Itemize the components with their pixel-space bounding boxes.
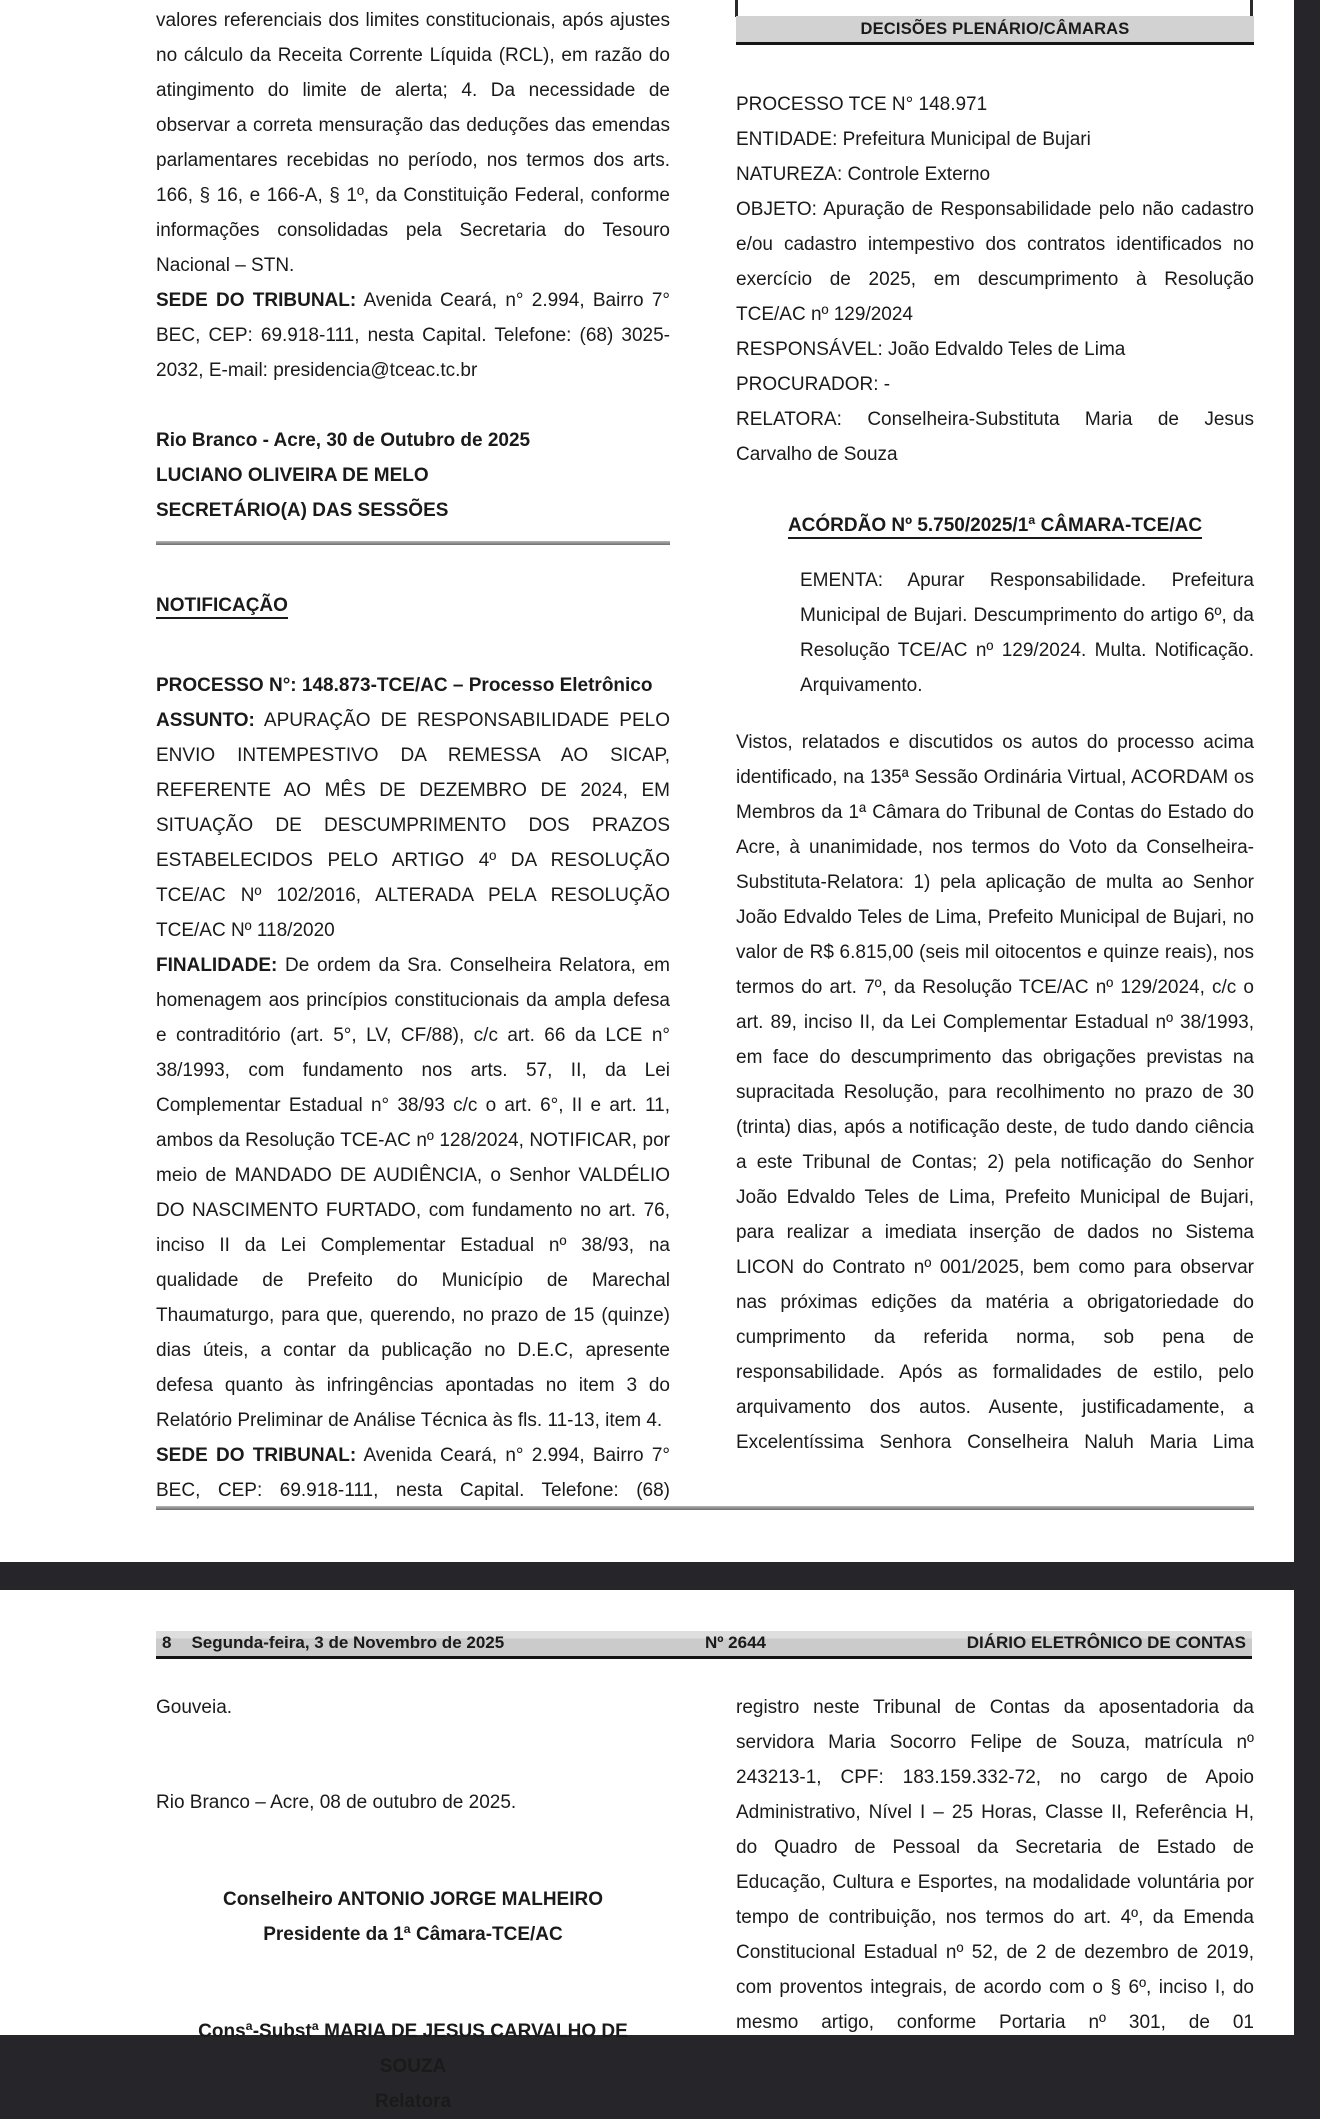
procurador-line: PROCURADOR: - xyxy=(736,374,891,395)
notice-section-title xyxy=(156,588,670,623)
secretary-name: LUCIANO OLIVEIRA DE MELO xyxy=(156,465,429,486)
page2-running-header xyxy=(156,1631,1252,1659)
sede-tribunal-label: SEDE DO TRIBUNAL: xyxy=(156,290,357,311)
sede-tribunal-2-text: Avenida Ceará, n° 2.994, Bairro 7° BEC, CEP: 69.918-111, nesta Capital. Telefone: (68) xyxy=(156,1445,670,1501)
paragraph-continuation: valores referenciais dos limites constitucionais, após ajustes no cálculo da Receita Corrente Líquida (RCL), em razão do atingimento do limite de alerta; 4. Da necessidade de observar a correta mensuração das deduções das emendas parlamentares recebidas no período, nos termos dos arts. 166, § 16, e 166-A, § 1º, da Constituição Federal, conforme informações consolidadas pela Secretaria do Tesouro Nacional – STN. xyxy=(156,10,670,276)
assunto-label: ASSUNTO: xyxy=(156,710,255,731)
header-journal-title: DIÁRIO ELETRÔNICO DE CONTAS xyxy=(966,1633,1246,1652)
page2-right-column xyxy=(736,1690,1254,2040)
paragraph-assunto xyxy=(156,703,670,948)
secretary-role: SECRETÁRIO(A) DAS SESSÕES xyxy=(156,500,449,521)
relatora-line: RELATORA: Conselheira-Substituta Maria de Jesus Carvalho de Souza xyxy=(736,409,1254,465)
entidade-line: ENTIDADE: Prefeitura Municipal de Bujari xyxy=(736,129,1091,150)
processo-number-line: PROCESSO N°: 148.873-TCE/AC – Processo Eletrônico xyxy=(156,675,653,696)
acordao-title xyxy=(736,508,1254,543)
paragraph-finalidade xyxy=(156,948,670,1438)
processo-tce-line: PROCESSO TCE N° 148.971 xyxy=(736,94,988,115)
assunto-text: APURAÇÃO DE RESPONSABILIDADE PELO ENVIO INTEMPESTIVO DA REMESSA AO SICAP, REFERENTE AO MÊS DE DEZEMBRO DE 2024, EM SITUAÇÃO DE DESCUMPRIMENTO DOS PRAZOS ESTABELECIDOS PELO ARTIGO 4º DA RESOLUÇÃO TCE/AC Nº 102/2016, ALTERADA PELA RESOLUÇÃO TCE/AC Nº 118/2020 xyxy=(156,710,670,941)
signature-block xyxy=(156,423,670,528)
header-left-group xyxy=(162,1633,504,1653)
natureza-line: NATUREZA: Controle Externo xyxy=(736,164,991,185)
page1-bottom-rule xyxy=(156,1506,1254,1510)
section-banner-decisoes xyxy=(736,16,1254,45)
header-page-number: 8 xyxy=(162,1633,172,1652)
page1-left-column xyxy=(156,3,670,1508)
signature-date-line: Rio Branco - Acre, 30 de Outubro de 2025 xyxy=(156,430,531,451)
ementa-paragraph: EMENTA: Apurar Responsabilidade. Prefeitura Municipal de Bujari. Descumprimento do artigo 6º, da Resolução TCE/AC nº 129/2024. Multa. Notificação. Arquivamento. xyxy=(800,570,1254,696)
relatora-role: Relatora xyxy=(374,2091,452,2112)
section-banner-text: DECISÕES PLENÁRIO/CÂMARAS xyxy=(860,19,1130,38)
section-divider-rule xyxy=(156,541,670,545)
page2-date-line: Rio Branco – Acre, 08 de outubro de 2025. xyxy=(156,1792,517,1813)
paragraph-sede-tribunal xyxy=(156,283,670,388)
sede-tribunal-text: Avenida Ceará, n° 2.994, Bairro 7° BEC, CEP: 69.918-111, nesta Capital. Telefone: (68) 3025-2032, E-mail: presidencia@tceac.tc.br xyxy=(156,290,670,381)
page1-right-column xyxy=(736,0,1254,1460)
objeto-paragraph: OBJETO: Apuração de Responsabilidade pelo não cadastro e/ou cadastro intempestivo dos contratos identificados no exercício de 2025, em descumprimento à Resolução TCE/AC nº 129/2024 xyxy=(736,199,1254,325)
relatora-name-line2: SOUZA xyxy=(379,2056,447,2077)
acordao-title-text: ACÓRDÃO Nº 5.750/2025/1ª CÂMARA-TCE/AC xyxy=(788,515,1202,539)
relatora-name-line1: Consª-Substª MARIA DE JESUS CARVALHO DE xyxy=(198,2021,628,2042)
responsavel-line: RESPONSÁVEL: João Edvaldo Teles de Lima xyxy=(736,339,1126,360)
president-role: Presidente da 1ª Câmara-TCE/AC xyxy=(263,1924,563,1945)
header-edition-number: Nº 2644 xyxy=(704,1633,766,1652)
finalidade-text: De ordem da Sra. Conselheira Relatora, em homenagem aos princípios constitucionais da ampla defesa e contraditório (art. 5°, LV, CF/88), c/c art. 66 da LCE n° 38/1993, com fundamento nos arts. 57, II, da Lei Complementar Estadual n° 38/93 c/c o art. 6°, II e art. 11, ambos da Resolução TCE-AC nº 128/2024, NOTIFICAR, por meio de MANDADO DE AUDIÊNCIA, o Senhor VALDÉLIO DO NASCIMENTO FURTADO, com fundamento no art. 76, inciso II da Lei Complementar Estadual nº 38/93, na qualidade de Prefeito do Município de Marechal Thaumaturgo, para que, querendo, no prazo de 15 (quinze) dias úteis, a contar da publicação no D.E.C, apresente defesa quanto às infringências apontadas no item 3 do Relatório Preliminar de Análise Técnica às fls. 11-13, item 4. xyxy=(156,955,670,1431)
continuation-word: Gouveia. xyxy=(156,1697,233,1718)
header-date: Segunda-feira, 3 de Novembro de 2025 xyxy=(191,1633,505,1652)
notice-title-text: NOTIFICAÇÃO xyxy=(156,595,288,619)
page-separator-band xyxy=(0,1562,1320,1590)
sede-tribunal-2-label: SEDE DO TRIBUNAL: xyxy=(156,1445,357,1466)
paragraph-sede-tribunal-2 xyxy=(156,1438,670,1508)
page-right-margin-backdrop xyxy=(1294,0,1320,2035)
president-name: Conselheiro ANTONIO JORGE MALHEIRO xyxy=(222,1889,604,1910)
vistos-paragraph: Vistos, relatados e discutidos os autos do processo acima identificado, na 135ª Sessão Ordinária Virtual, ACORDAM os Membros da 1ª Câmara do Tribunal de Contas do Estado do Acre, à unanimidade, nos termos do Voto da Conselheira-Substituta-Relatora: 1) pela aplicação de multa ao Senhor João Edvaldo Teles de Lima, Prefeito Municipal de Bujari, no valor de R$ 6.815,00 (seis mil oitocentos e quinze reais), nos termos do art. 7º, da Resolução TCE/AC nº 129/2024, c/c o art. 89, inciso II, da Lei Complementar Estadual nº 38/1993, em face do descumprimento das obrigações previstas na supracitada Resolução, para recolhimento no prazo de 30 (trinta) dias, após a notificação deste, de tudo dando ciência a este Tribunal de Contas; 2) pela notificação do Senhor João Edvaldo Teles de Lima, Prefeito Municipal de Bujari, para realizar a imediata inserção de dados no Sistema LICON do Contrato nº 001/2025, bem como para observar nas próximas edições da matéria a obrigatoriedade do cumprimento da referida norma, sob pena de responsabilidade. Após as formalidades de estilo, pelo arquivamento dos autos. Ausente, justificadamente, a Excelentíssima Senhora Conselheira Naluh Maria Lima xyxy=(736,732,1254,1453)
finalidade-label: FINALIDADE: xyxy=(156,955,278,976)
page2-right-paragraph: registro neste Tribunal de Contas da aposentadoria da servidora Maria Socorro Felipe de Souza, matrícula nº 243213-1, CPF: 183.159.332-72, no cargo de Apoio Administrativo, Nível I – 25 Horas, Classe II, Referência H, do Quadro de Pessoal da Secretaria de Estado de Educação, Cultura e Esportes, na modalidade voluntária por tempo de contribuição, nos termos do art. 4º, da Emenda Constitucional Estadual nº 52, de 2 de dezembro de 2019, com proventos integrais, de acordo com o § 6º, inciso I, do mesmo artigo, conforme Portaria nº 301, de 01 xyxy=(736,1697,1254,2033)
page2-left-column xyxy=(156,1690,670,2119)
